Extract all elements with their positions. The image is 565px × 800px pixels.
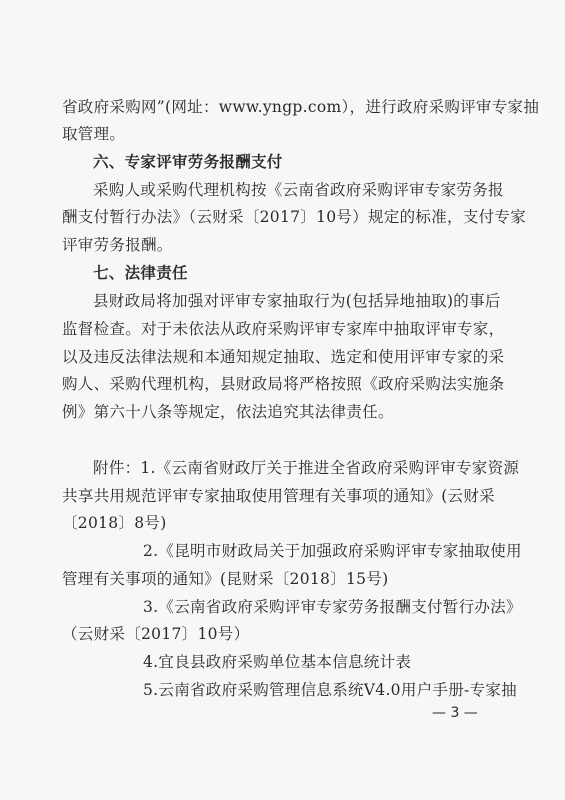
page-number: — 3 — <box>432 705 478 721</box>
attachment-line: 附件：1.《云南省财政厅关于推进全省政府采购评审专家资源 <box>93 459 520 477</box>
attachment-line: 4.宜良县政府采购单位基本信息统计表 <box>143 653 412 671</box>
body-line: 省政府采购网”(网址：www.yngp.com），进行政府采购评审专家抽 <box>62 98 540 116</box>
attachment-line: 管理有关事项的通知》(昆财采〔2018〕15号) <box>62 570 389 588</box>
attachment-line: 2.《昆明市财政局关于加强政府采购评审专家抽取使用 <box>143 542 522 560</box>
body-line: 酬支付暂行办法》（云财采〔2017〕10号）规定的标准，支付专家 <box>62 208 527 226</box>
body-line: 采购人或采购代理机构按《云南省政府采购评审专家劳务报 <box>93 181 504 199</box>
body-line: 监督检查。对于未依法从政府采购评审专家库中抽取评审专家， <box>62 320 505 338</box>
attachment-line: 3.《云南省政府采购评审专家劳务报酬支付暂行办法》 <box>143 598 522 616</box>
attachment-line: 共享共用规范评审专家抽取使用管理有关事项的通知》(云财采 <box>62 487 495 505</box>
section-heading-seven: 七、法律责任 <box>93 264 188 282</box>
attachment-line: 5.云南省政府采购管理信息系统V4.0用户手册-专家抽 <box>143 681 517 699</box>
body-line: 例》第六十八条等规定，依法追究其法律责任。 <box>62 403 394 421</box>
body-line: 取管理。 <box>62 125 126 143</box>
attachment-line: （云财采〔2017〕10号） <box>62 625 250 643</box>
section-heading-six: 六、专家评审劳务报酬支付 <box>93 153 283 171</box>
body-line: 评审劳务报酬。 <box>62 236 173 254</box>
body-line: 县财政局将加强对评审专家抽取行为(包括异地抽取)的事后 <box>93 292 501 310</box>
body-line: 购人、采购代理机构，县财政局将严格按照《政府采购法实施条 <box>62 375 505 393</box>
attachment-line: 〔2018〕8号) <box>62 514 167 532</box>
body-line: 以及违反法律法规和本通知规定抽取、选定和使用评审专家的采 <box>62 348 505 366</box>
